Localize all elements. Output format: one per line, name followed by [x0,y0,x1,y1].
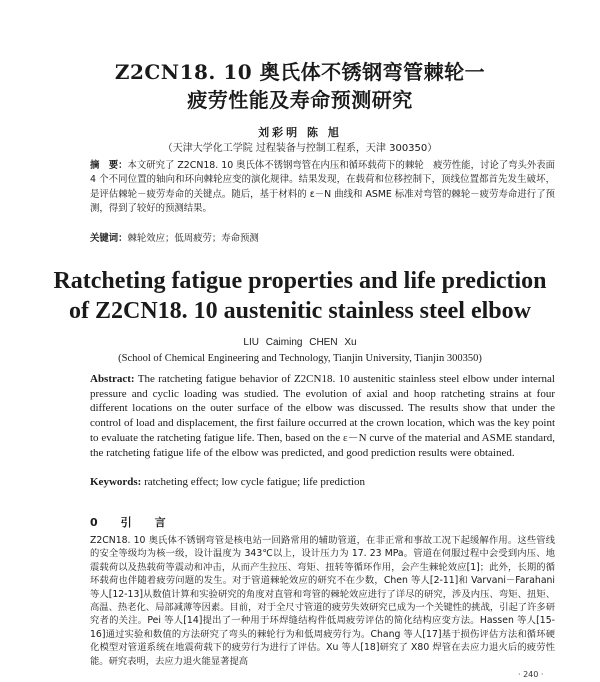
chinese-affiliation: （天津大学化工学院 过程装备与控制工程系，天津 300350） [162,143,438,154]
chinese-abstract-text: 本文研究了 Z2CN18. 10 奥氏体不锈钢弯管在内压和循环载荷下的棘轮 疲劳性能，讨论了弯头外表面 4 个不同位置的轴向和环向棘轮应变的演化规律。结果发现，在载荷和位移控制下，顶线位置都首先发生破坏，是评估棘轮－疲劳寿命的关键点。随后，基于材料的 ε－N 曲线和 ASME 标准对弯管的棘轮－疲劳寿命进行了预测，得到了较好的预测结果。 [90,160,555,215]
page-number: · 240 · [518,670,544,679]
chinese-abstract-label: 摘 要： [90,160,128,171]
english-keywords [90,475,555,489]
chinese-keywords [90,232,555,246]
english-abstract-label: Abstract: [90,373,135,385]
chinese-authors: 刘彩明 陈 旭 [258,126,342,139]
english-abstract [90,372,555,460]
chinese-keywords-label: 关键词： [90,233,128,244]
english-affiliation: (School of Chemical Engineering and Technology, Tianjin University, Tianjin 300350) [118,353,482,364]
english-keywords-text: ratcheting effect; low cycle fatigue; life prediction [141,476,365,488]
english-title-line-1: Ratcheting fatigue properties and life prediction [53,268,547,294]
english-authors: LIU Caiming CHEN Xu [243,337,357,348]
english-keywords-label: Keywords: [90,476,142,488]
english-title-line-2: of Z2CN18. 10 austenitic stainless steel elbow [69,298,531,324]
chinese-title-line-1: Z2CN18. 10 奥氏体不锈钢弯管棘轮一 [114,60,486,84]
chinese-abstract [90,159,555,217]
introduction-body-text: Z2CN18. 10 奥氏体不锈钢弯管是核电站一回路常用的辅助管道，在非正常和事故工况下起缓解作用。这些管线的安全等级均为核一级，设计温度为 343℃以上，设计压力为 17. 23 MPa。管道在伺服过程中会受到内压、地震载荷以及热载荷等震动和冲击，从而产生拉压、弯矩、扭转等循环作用，会产生棘轮效应[1]；此外，长期的循环载荷也伴随着疲劳问题的发生。对于管道棘轮效应的研究不在少数，Chen 等人[2-11]和 Varvani－Farahani 等人[12-13]从数值计算和实验研究的角度对直管和弯管的棘轮效应进行了详尽的研究，涉及内压、弯矩、扭矩、高温、热老化、局部减薄等因素。目前，对于全尺寸管道的疲劳失效研究已成为一个关键性的挑战，引起了许多研究者的关注。Pei 等人[14]提出了一种用于环焊缝结构件低周疲劳评估的简化结构应变方法。Hassen 等人[15-16]通过实验和数值的方法研究了弯头的棘轮行为和低周疲劳行为。Chang 等人[17]基于损伤评估方法和循环硬化模型对管道系统在地震荷载下的疲劳行为进行了评估。Xu 等人[18]研究了 X80 焊管在去应力退火后的疲劳性能。研究表明，去应力退火能显著提高 [90,535,555,667]
english-abstract-text: The ratcheting fatigue behavior of Z2CN18. 10 austenitic stainless steel elbow under internal pressure and cyclic loading was studied. The evolution of axial and hoop ratcheting strains at four different locations on the outer surface of the elbow was discussed. The results show that under the control of load and displacement, the first failure occurred at the crown location, which was the key point to evaluate the ratcheting fatigue life. Then, based on the ε－N curve of the material and ASME standard, the ratcheting fatigue life of the elbow was predicted, and good prediction results were obtained. [90,373,555,459]
chinese-keywords-text: 棘轮效应；低周疲劳；寿命预测 [127,233,259,244]
section-heading-introduction: 0 引 言 [90,516,172,529]
chinese-title-line-2: 疲劳性能及寿命预测研究 [187,88,413,112]
